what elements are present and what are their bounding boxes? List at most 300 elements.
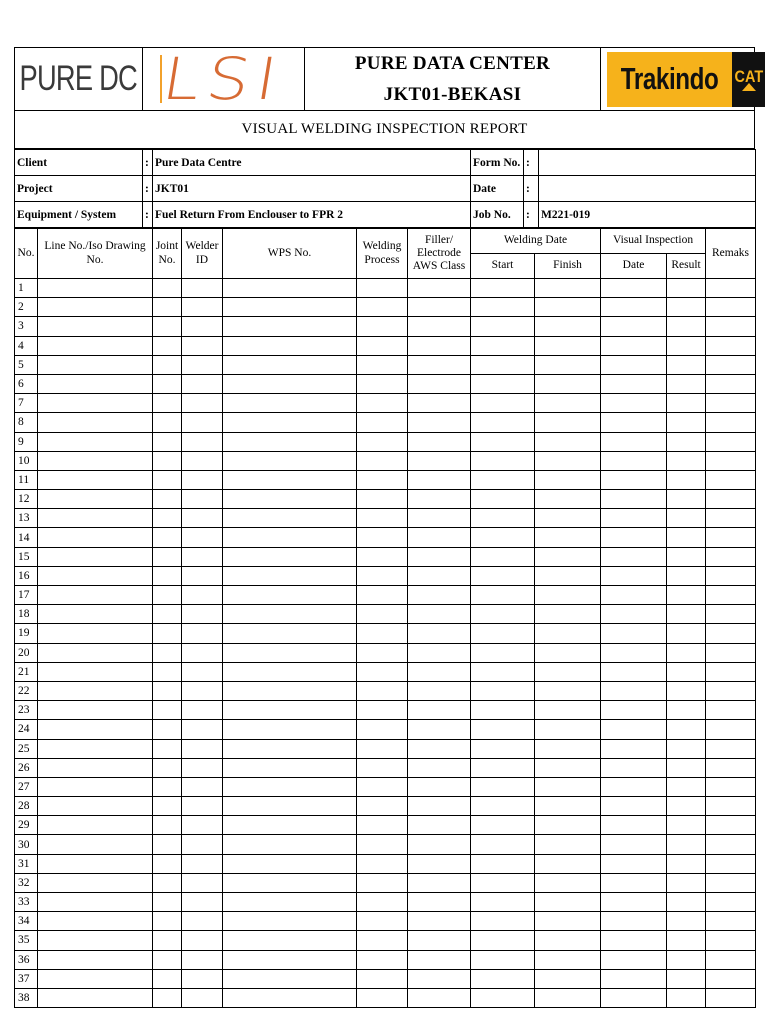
cell-result[interactable] [667,681,706,700]
cell-welder-id[interactable] [182,912,223,931]
cell-result[interactable] [667,528,706,547]
cell-joint-no[interactable] [153,413,182,432]
cell-filler[interactable] [408,739,471,758]
cell-remarks[interactable] [706,797,756,816]
cell-vi-date[interactable] [601,586,667,605]
cell-welder-id[interactable] [182,470,223,489]
cell-welding-process[interactable] [357,739,408,758]
cell-wps-no[interactable] [223,355,357,374]
cell-line-no[interactable] [38,816,153,835]
cell-joint-no[interactable] [153,605,182,624]
cell-start[interactable] [471,873,535,892]
cell-wps-no[interactable] [223,605,357,624]
cell-line-no[interactable] [38,797,153,816]
cell-result[interactable] [667,643,706,662]
cell-vi-date[interactable] [601,432,667,451]
cell-welding-process[interactable] [357,528,408,547]
cell-welding-process[interactable] [357,931,408,950]
cell-joint-no[interactable] [153,298,182,317]
cell-welding-process[interactable] [357,279,408,298]
cell-welder-id[interactable] [182,950,223,969]
cell-start[interactable] [471,988,535,1007]
cell-finish[interactable] [535,816,601,835]
cell-finish[interactable] [535,873,601,892]
cell-remarks[interactable] [706,988,756,1007]
cell-line-no[interactable] [38,739,153,758]
cell-welder-id[interactable] [182,355,223,374]
cell-wps-no[interactable] [223,432,357,451]
cell-joint-no[interactable] [153,586,182,605]
cell-joint-no[interactable] [153,528,182,547]
cell-line-no[interactable] [38,835,153,854]
cell-welder-id[interactable] [182,394,223,413]
cell-result[interactable] [667,394,706,413]
cell-start[interactable] [471,950,535,969]
cell-result[interactable] [667,816,706,835]
cell-start[interactable] [471,624,535,643]
cell-result[interactable] [667,988,706,1007]
cell-start[interactable] [471,413,535,432]
cell-remarks[interactable] [706,854,756,873]
cell-start[interactable] [471,816,535,835]
cell-joint-no[interactable] [153,279,182,298]
cell-remarks[interactable] [706,528,756,547]
cell-vi-date[interactable] [601,931,667,950]
cell-start[interactable] [471,394,535,413]
cell-finish[interactable] [535,643,601,662]
cell-remarks[interactable] [706,835,756,854]
cell-welding-process[interactable] [357,586,408,605]
cell-vi-date[interactable] [601,835,667,854]
cell-wps-no[interactable] [223,374,357,393]
cell-filler[interactable] [408,624,471,643]
cell-joint-no[interactable] [153,777,182,796]
cell-joint-no[interactable] [153,873,182,892]
cell-welding-process[interactable] [357,490,408,509]
cell-wps-no[interactable] [223,451,357,470]
cell-result[interactable] [667,720,706,739]
cell-welder-id[interactable] [182,816,223,835]
cell-filler[interactable] [408,931,471,950]
cell-filler[interactable] [408,279,471,298]
cell-wps-no[interactable] [223,490,357,509]
cell-welding-process[interactable] [357,950,408,969]
cell-start[interactable] [471,854,535,873]
cell-filler[interactable] [408,298,471,317]
cell-line-no[interactable] [38,490,153,509]
cell-finish[interactable] [535,413,601,432]
cell-wps-no[interactable] [223,950,357,969]
cell-finish[interactable] [535,509,601,528]
cell-filler[interactable] [408,681,471,700]
cell-welder-id[interactable] [182,279,223,298]
cell-welder-id[interactable] [182,451,223,470]
cell-filler[interactable] [408,988,471,1007]
cell-result[interactable] [667,893,706,912]
cell-finish[interactable] [535,528,601,547]
cell-line-no[interactable] [38,509,153,528]
cell-filler[interactable] [408,432,471,451]
cell-result[interactable] [667,835,706,854]
cell-line-no[interactable] [38,451,153,470]
cell-result[interactable] [667,739,706,758]
cell-wps-no[interactable] [223,528,357,547]
cell-welding-process[interactable] [357,355,408,374]
cell-remarks[interactable] [706,681,756,700]
cell-welder-id[interactable] [182,969,223,988]
cell-welder-id[interactable] [182,988,223,1007]
cell-remarks[interactable] [706,509,756,528]
cell-welding-process[interactable] [357,988,408,1007]
cell-wps-no[interactable] [223,797,357,816]
cell-finish[interactable] [535,681,601,700]
cell-result[interactable] [667,374,706,393]
cell-result[interactable] [667,298,706,317]
cell-welding-process[interactable] [357,432,408,451]
cell-remarks[interactable] [706,777,756,796]
cell-finish[interactable] [535,931,601,950]
cell-filler[interactable] [408,950,471,969]
cell-joint-no[interactable] [153,950,182,969]
cell-wps-no[interactable] [223,835,357,854]
cell-line-no[interactable] [38,317,153,336]
cell-start[interactable] [471,547,535,566]
cell-wps-no[interactable] [223,739,357,758]
cell-welding-process[interactable] [357,854,408,873]
cell-remarks[interactable] [706,566,756,585]
cell-wps-no[interactable] [223,643,357,662]
cell-result[interactable] [667,317,706,336]
cell-welding-process[interactable] [357,451,408,470]
cell-vi-date[interactable] [601,451,667,470]
cell-start[interactable] [471,355,535,374]
cell-finish[interactable] [535,739,601,758]
cell-joint-no[interactable] [153,912,182,931]
cell-start[interactable] [471,643,535,662]
cell-line-no[interactable] [38,988,153,1007]
cell-welder-id[interactable] [182,317,223,336]
cell-vi-date[interactable] [601,374,667,393]
cell-welder-id[interactable] [182,509,223,528]
cell-joint-no[interactable] [153,720,182,739]
cell-finish[interactable] [535,950,601,969]
cell-welder-id[interactable] [182,835,223,854]
cell-result[interactable] [667,279,706,298]
cell-finish[interactable] [535,777,601,796]
cell-remarks[interactable] [706,624,756,643]
cell-wps-no[interactable] [223,394,357,413]
cell-welder-id[interactable] [182,432,223,451]
cell-welder-id[interactable] [182,662,223,681]
cell-welder-id[interactable] [182,298,223,317]
cell-welding-process[interactable] [357,720,408,739]
cell-welder-id[interactable] [182,624,223,643]
cell-joint-no[interactable] [153,355,182,374]
cell-welder-id[interactable] [182,643,223,662]
cell-joint-no[interactable] [153,451,182,470]
cell-welding-process[interactable] [357,816,408,835]
cell-vi-date[interactable] [601,893,667,912]
cell-filler[interactable] [408,758,471,777]
cell-filler[interactable] [408,605,471,624]
cell-start[interactable] [471,893,535,912]
cell-filler[interactable] [408,854,471,873]
cell-line-no[interactable] [38,912,153,931]
cell-filler[interactable] [408,394,471,413]
cell-remarks[interactable] [706,605,756,624]
cell-finish[interactable] [535,835,601,854]
cell-welding-process[interactable] [357,797,408,816]
cell-start[interactable] [471,835,535,854]
cell-welder-id[interactable] [182,758,223,777]
cell-joint-no[interactable] [153,893,182,912]
cell-joint-no[interactable] [153,681,182,700]
cell-finish[interactable] [535,586,601,605]
cell-finish[interactable] [535,298,601,317]
cell-filler[interactable] [408,797,471,816]
cell-filler[interactable] [408,835,471,854]
cell-start[interactable] [471,451,535,470]
cell-wps-no[interactable] [223,931,357,950]
cell-filler[interactable] [408,317,471,336]
cell-filler[interactable] [408,969,471,988]
cell-filler[interactable] [408,470,471,489]
cell-line-no[interactable] [38,298,153,317]
cell-finish[interactable] [535,758,601,777]
form-no-value[interactable] [539,150,756,176]
cell-result[interactable] [667,873,706,892]
cell-vi-date[interactable] [601,681,667,700]
cell-line-no[interactable] [38,566,153,585]
cell-wps-no[interactable] [223,509,357,528]
cell-vi-date[interactable] [601,605,667,624]
cell-finish[interactable] [535,566,601,585]
cell-line-no[interactable] [38,413,153,432]
cell-filler[interactable] [408,586,471,605]
cell-wps-no[interactable] [223,547,357,566]
cell-welding-process[interactable] [357,835,408,854]
cell-remarks[interactable] [706,662,756,681]
cell-welding-process[interactable] [357,394,408,413]
cell-wps-no[interactable] [223,470,357,489]
cell-filler[interactable] [408,336,471,355]
cell-line-no[interactable] [38,394,153,413]
cell-welder-id[interactable] [182,854,223,873]
cell-welding-process[interactable] [357,662,408,681]
cell-start[interactable] [471,931,535,950]
cell-result[interactable] [667,701,706,720]
cell-joint-no[interactable] [153,797,182,816]
cell-welder-id[interactable] [182,605,223,624]
cell-joint-no[interactable] [153,931,182,950]
cell-wps-no[interactable] [223,758,357,777]
cell-result[interactable] [667,470,706,489]
cell-remarks[interactable] [706,720,756,739]
cell-wps-no[interactable] [223,317,357,336]
cell-welder-id[interactable] [182,566,223,585]
cell-vi-date[interactable] [601,317,667,336]
cell-vi-date[interactable] [601,279,667,298]
cell-wps-no[interactable] [223,336,357,355]
cell-filler[interactable] [408,355,471,374]
cell-wps-no[interactable] [223,816,357,835]
cell-welding-process[interactable] [357,701,408,720]
cell-line-no[interactable] [38,470,153,489]
cell-finish[interactable] [535,279,601,298]
cell-start[interactable] [471,470,535,489]
cell-welder-id[interactable] [182,720,223,739]
cell-welding-process[interactable] [357,969,408,988]
cell-joint-no[interactable] [153,432,182,451]
cell-welder-id[interactable] [182,701,223,720]
cell-remarks[interactable] [706,950,756,969]
cell-line-no[interactable] [38,873,153,892]
cell-remarks[interactable] [706,374,756,393]
cell-joint-no[interactable] [153,835,182,854]
cell-vi-date[interactable] [601,720,667,739]
cell-joint-no[interactable] [153,662,182,681]
cell-line-no[interactable] [38,931,153,950]
cell-welding-process[interactable] [357,509,408,528]
cell-result[interactable] [667,432,706,451]
cell-remarks[interactable] [706,969,756,988]
cell-result[interactable] [667,336,706,355]
cell-welder-id[interactable] [182,797,223,816]
cell-remarks[interactable] [706,816,756,835]
cell-result[interactable] [667,605,706,624]
cell-remarks[interactable] [706,451,756,470]
cell-start[interactable] [471,758,535,777]
cell-start[interactable] [471,336,535,355]
cell-wps-no[interactable] [223,873,357,892]
cell-joint-no[interactable] [153,509,182,528]
cell-result[interactable] [667,490,706,509]
cell-wps-no[interactable] [223,566,357,585]
cell-result[interactable] [667,509,706,528]
cell-joint-no[interactable] [153,566,182,585]
cell-wps-no[interactable] [223,854,357,873]
cell-vi-date[interactable] [601,298,667,317]
cell-joint-no[interactable] [153,547,182,566]
cell-welding-process[interactable] [357,912,408,931]
cell-welder-id[interactable] [182,893,223,912]
cell-result[interactable] [667,355,706,374]
cell-result[interactable] [667,662,706,681]
cell-filler[interactable] [408,528,471,547]
cell-welding-process[interactable] [357,336,408,355]
cell-welder-id[interactable] [182,374,223,393]
cell-line-no[interactable] [38,681,153,700]
cell-start[interactable] [471,662,535,681]
cell-wps-no[interactable] [223,624,357,643]
cell-start[interactable] [471,681,535,700]
cell-line-no[interactable] [38,528,153,547]
cell-filler[interactable] [408,816,471,835]
cell-start[interactable] [471,912,535,931]
cell-line-no[interactable] [38,643,153,662]
cell-finish[interactable] [535,336,601,355]
cell-joint-no[interactable] [153,643,182,662]
cell-result[interactable] [667,969,706,988]
cell-filler[interactable] [408,662,471,681]
cell-joint-no[interactable] [153,701,182,720]
cell-remarks[interactable] [706,394,756,413]
cell-line-no[interactable] [38,662,153,681]
cell-remarks[interactable] [706,931,756,950]
cell-joint-no[interactable] [153,336,182,355]
cell-filler[interactable] [408,912,471,931]
cell-start[interactable] [471,739,535,758]
cell-joint-no[interactable] [153,816,182,835]
cell-wps-no[interactable] [223,988,357,1007]
cell-vi-date[interactable] [601,509,667,528]
cell-wps-no[interactable] [223,893,357,912]
cell-filler[interactable] [408,451,471,470]
cell-start[interactable] [471,586,535,605]
cell-joint-no[interactable] [153,624,182,643]
cell-vi-date[interactable] [601,777,667,796]
cell-welding-process[interactable] [357,624,408,643]
cell-joint-no[interactable] [153,394,182,413]
cell-filler[interactable] [408,413,471,432]
cell-finish[interactable] [535,374,601,393]
cell-filler[interactable] [408,643,471,662]
cell-welding-process[interactable] [357,317,408,336]
cell-line-no[interactable] [38,355,153,374]
cell-line-no[interactable] [38,624,153,643]
cell-remarks[interactable] [706,547,756,566]
cell-line-no[interactable] [38,893,153,912]
cell-finish[interactable] [535,317,601,336]
cell-vi-date[interactable] [601,528,667,547]
cell-result[interactable] [667,547,706,566]
cell-vi-date[interactable] [601,490,667,509]
cell-remarks[interactable] [706,873,756,892]
cell-result[interactable] [667,854,706,873]
cell-welding-process[interactable] [357,605,408,624]
cell-remarks[interactable] [706,413,756,432]
cell-filler[interactable] [408,566,471,585]
cell-result[interactable] [667,451,706,470]
cell-welder-id[interactable] [182,586,223,605]
cell-filler[interactable] [408,893,471,912]
cell-finish[interactable] [535,470,601,489]
cell-welding-process[interactable] [357,758,408,777]
cell-vi-date[interactable] [601,701,667,720]
cell-result[interactable] [667,586,706,605]
cell-remarks[interactable] [706,643,756,662]
cell-vi-date[interactable] [601,797,667,816]
cell-start[interactable] [471,969,535,988]
cell-start[interactable] [471,720,535,739]
cell-finish[interactable] [535,969,601,988]
cell-vi-date[interactable] [601,969,667,988]
cell-remarks[interactable] [706,912,756,931]
cell-remarks[interactable] [706,432,756,451]
cell-welder-id[interactable] [182,873,223,892]
cell-welding-process[interactable] [357,298,408,317]
cell-line-no[interactable] [38,374,153,393]
cell-result[interactable] [667,797,706,816]
cell-finish[interactable] [535,490,601,509]
cell-line-no[interactable] [38,758,153,777]
cell-wps-no[interactable] [223,969,357,988]
cell-joint-no[interactable] [153,374,182,393]
cell-joint-no[interactable] [153,490,182,509]
cell-welding-process[interactable] [357,643,408,662]
cell-joint-no[interactable] [153,969,182,988]
cell-welding-process[interactable] [357,413,408,432]
